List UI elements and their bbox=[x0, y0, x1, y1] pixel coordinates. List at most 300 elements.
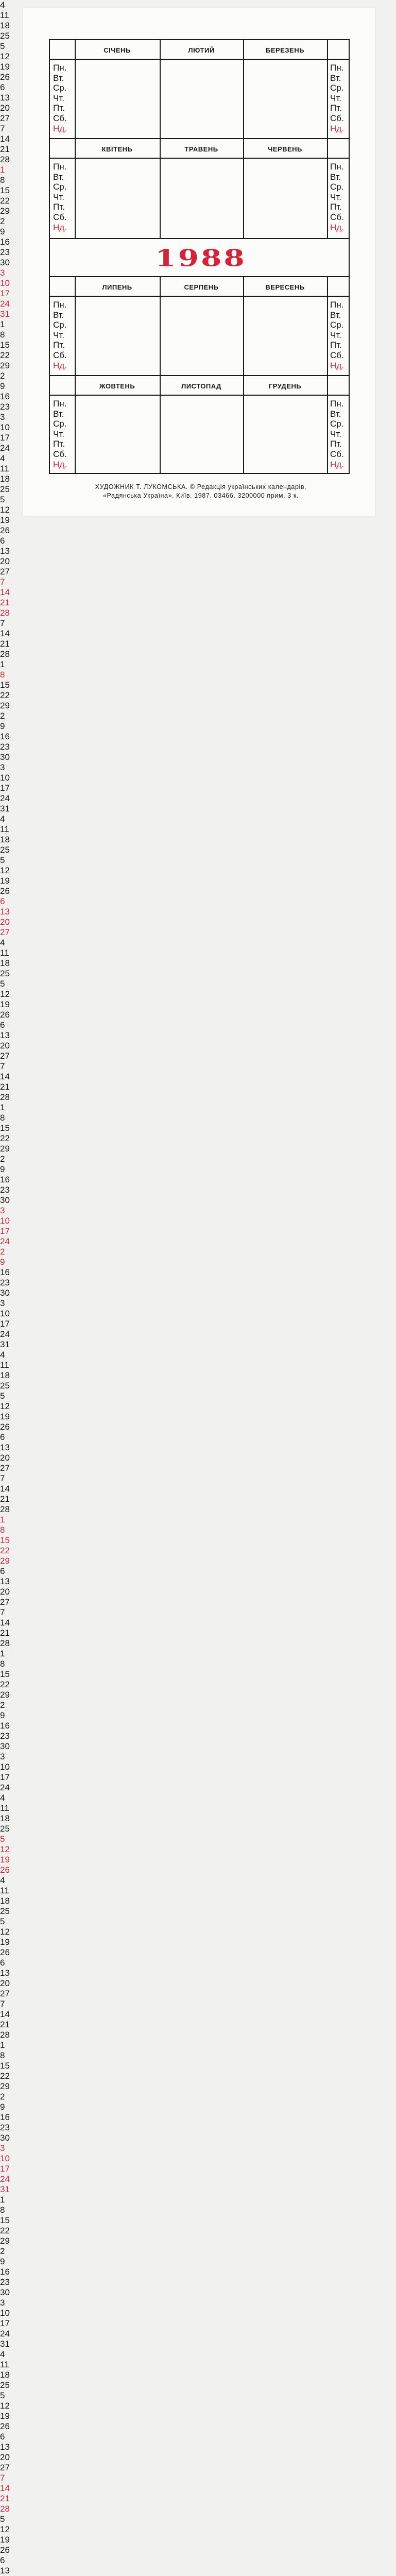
day-number: 6 bbox=[0, 2432, 5, 2442]
day-number: 28 bbox=[0, 649, 10, 659]
day-number: 13 bbox=[0, 2442, 10, 2452]
day-number: 17 bbox=[0, 783, 10, 793]
day-number: 23 bbox=[0, 742, 10, 752]
day-number: 18 bbox=[0, 1814, 10, 1823]
weekday-label: Вт. bbox=[53, 310, 64, 320]
day-number: 17 bbox=[0, 2164, 10, 2174]
day-number: 30 bbox=[0, 2287, 10, 2297]
day-number: 14 bbox=[0, 2483, 10, 2493]
day-number: 14 bbox=[0, 134, 10, 144]
day-number: 23 bbox=[0, 2123, 10, 2132]
weekday-label: Ср. bbox=[53, 83, 67, 93]
day-number: 14 bbox=[0, 2009, 10, 2019]
day-number: 25 bbox=[0, 1381, 10, 1391]
day-number: 18 bbox=[0, 1370, 10, 1380]
day-number: 19 bbox=[0, 1937, 10, 1947]
day-number: 4 bbox=[0, 1793, 5, 1803]
day-number: 2 bbox=[0, 216, 5, 226]
month-name: СІЧЕНЬ bbox=[104, 46, 131, 54]
day-number: 14 bbox=[0, 1484, 10, 1494]
weekday-labels-right bbox=[330, 63, 356, 133]
day-number: 23 bbox=[0, 2277, 10, 2287]
day-number: 27 bbox=[0, 927, 10, 937]
day-number: 24 bbox=[0, 1236, 10, 1246]
day-number: 20 bbox=[0, 1041, 10, 1050]
day-number: 7 bbox=[0, 1607, 5, 1617]
weekday-label: Пт. bbox=[53, 340, 65, 350]
day-number: 1 bbox=[0, 659, 5, 669]
day-number: 29 bbox=[0, 206, 10, 216]
day-number: 5 bbox=[0, 1834, 5, 1844]
day-number: 13 bbox=[0, 1968, 10, 1978]
day-number: 12 bbox=[0, 1401, 10, 1411]
day-number: 18 bbox=[0, 21, 10, 30]
day-number: 8 bbox=[0, 670, 5, 680]
day-number: 16 bbox=[0, 2112, 10, 2122]
day-number: 23 bbox=[0, 1731, 10, 1741]
day-number: 22 bbox=[0, 1133, 10, 1143]
day-number: 5 bbox=[0, 1391, 5, 1401]
column-divider bbox=[327, 375, 328, 474]
weekday-label: Пн. bbox=[330, 399, 344, 409]
day-number: 28 bbox=[0, 2504, 10, 2514]
day-number: 26 bbox=[0, 2421, 10, 2431]
day-number: 23 bbox=[0, 402, 10, 412]
weekday-label: Чт. bbox=[53, 429, 64, 439]
day-number: 16 bbox=[0, 1175, 10, 1184]
day-number: 15 bbox=[0, 2061, 10, 2071]
weekday-label: Вт. bbox=[53, 409, 64, 419]
weekday-label: Вт. bbox=[330, 172, 341, 182]
weekday-label: Чт. bbox=[53, 93, 64, 103]
weekday-labels-left bbox=[53, 300, 79, 370]
day-number: 7 bbox=[0, 577, 5, 587]
weekday-labels-left bbox=[53, 162, 79, 232]
day-number: 25 bbox=[0, 845, 10, 855]
day-number: 6 bbox=[0, 536, 5, 546]
weekday-label: Пн. bbox=[330, 300, 344, 310]
day-number: 5 bbox=[0, 855, 5, 865]
day-number: 2 bbox=[0, 711, 5, 721]
day-number: 2 bbox=[0, 371, 5, 381]
day-number: 17 bbox=[0, 1772, 10, 1782]
day-number: 11 bbox=[0, 824, 9, 834]
day-number: 5 bbox=[0, 979, 5, 989]
day-number: 21 bbox=[0, 1494, 10, 1504]
day-number: 7 bbox=[0, 618, 5, 628]
weekday-label: Ср. bbox=[330, 320, 344, 330]
day-number: 3 bbox=[0, 1206, 5, 1215]
day-number: 19 bbox=[0, 62, 10, 72]
day-number: 27 bbox=[0, 1989, 10, 1998]
footer-credit bbox=[31, 483, 371, 499]
day-number: 21 bbox=[0, 2020, 10, 2029]
day-number: 1 bbox=[0, 1649, 5, 1658]
day-number: 18 bbox=[0, 1896, 10, 1906]
day-number: 16 bbox=[0, 1267, 10, 1277]
day-number: 12 bbox=[0, 1927, 10, 1937]
weekday-label: Сб. bbox=[53, 113, 67, 123]
day-number: 11 bbox=[0, 10, 9, 20]
weekday-label: Ср. bbox=[330, 83, 344, 93]
day-number: 17 bbox=[0, 289, 10, 298]
day-number: 5 bbox=[0, 495, 5, 504]
day-number: 24 bbox=[0, 2329, 10, 2338]
day-number: 19 bbox=[0, 2535, 10, 2545]
weekday-label: Пт. bbox=[53, 439, 65, 449]
day-number: 12 bbox=[0, 52, 10, 61]
day-number: 4 bbox=[0, 1350, 5, 1360]
day-number: 12 bbox=[0, 2524, 10, 2534]
day-number: 15 bbox=[0, 340, 10, 350]
weekday-label: Вт. bbox=[330, 73, 341, 83]
weekday-label: Нд. bbox=[53, 123, 67, 133]
day-number: 15 bbox=[0, 185, 10, 195]
day-number: 10 bbox=[0, 1216, 10, 1226]
weekday-label: Пт. bbox=[330, 340, 342, 350]
day-number: 10 bbox=[0, 1309, 10, 1318]
day-number: 15 bbox=[0, 680, 10, 690]
day-number: 30 bbox=[0, 2133, 10, 2143]
day-number: 22 bbox=[0, 1546, 10, 1555]
day-number: 29 bbox=[0, 1690, 10, 1700]
day-number: 21 bbox=[0, 598, 10, 607]
month-name: СЕРПЕНЬ bbox=[184, 283, 219, 291]
day-number: 1 bbox=[0, 165, 5, 175]
month-name: ЛИСТОПАД bbox=[181, 382, 221, 390]
day-number: 26 bbox=[0, 1010, 10, 1020]
day-number: 5 bbox=[0, 2514, 5, 2524]
month-name: ТРАВЕНЬ bbox=[184, 145, 218, 153]
day-number: 30 bbox=[0, 1741, 10, 1751]
day-number: 21 bbox=[0, 1628, 10, 1638]
day-number: 17 bbox=[0, 1319, 10, 1329]
weekday-label: Нд. bbox=[330, 222, 344, 232]
day-number: 24 bbox=[0, 2174, 10, 2184]
day-number: 2 bbox=[0, 1247, 5, 1257]
day-number: 4 bbox=[0, 453, 5, 463]
day-number: 31 bbox=[0, 309, 10, 319]
band-divider bbox=[49, 238, 350, 239]
day-number: 26 bbox=[0, 526, 10, 535]
day-number: 8 bbox=[0, 330, 5, 340]
day-number: 10 bbox=[0, 1762, 10, 1772]
day-number: 20 bbox=[0, 103, 10, 113]
day-number: 12 bbox=[0, 505, 10, 515]
day-number: 13 bbox=[0, 1443, 10, 1452]
day-number: 10 bbox=[0, 422, 10, 432]
weekday-label: Ср. bbox=[330, 182, 344, 192]
day-number: 16 bbox=[0, 392, 10, 401]
month-name: ЛЮТИЙ bbox=[188, 46, 215, 54]
day-number: 11 bbox=[0, 2360, 9, 2369]
day-number: 28 bbox=[0, 1504, 10, 1514]
day-number: 13 bbox=[0, 546, 10, 556]
column-divider bbox=[327, 276, 328, 375]
day-number: 27 bbox=[0, 1597, 10, 1607]
day-number: 21 bbox=[0, 639, 10, 649]
day-number: 28 bbox=[0, 155, 10, 164]
day-number: 24 bbox=[0, 1783, 10, 1792]
day-number: 29 bbox=[0, 2236, 10, 2246]
weekday-label: Нд. bbox=[330, 459, 344, 469]
day-number: 4 bbox=[0, 0, 5, 10]
day-number: 29 bbox=[0, 1144, 10, 1154]
day-number: 7 bbox=[0, 1061, 5, 1071]
weekday-label: Пт. bbox=[330, 439, 342, 449]
weekday-label: Пн. bbox=[53, 63, 67, 73]
day-number: 29 bbox=[0, 701, 10, 710]
month-name: ЛИПЕНЬ bbox=[102, 283, 132, 291]
day-number: 2 bbox=[0, 1700, 5, 1710]
weekday-label: Сб. bbox=[330, 449, 344, 459]
day-number: 3 bbox=[0, 762, 5, 772]
day-number: 15 bbox=[0, 1123, 10, 1133]
weekday-label: Пн. bbox=[53, 399, 67, 409]
day-number: 19 bbox=[0, 1412, 10, 1421]
day-number: 9 bbox=[0, 721, 5, 731]
day-number: 27 bbox=[0, 1051, 10, 1061]
day-number: 14 bbox=[0, 1618, 10, 1628]
day-number: 13 bbox=[0, 907, 10, 917]
day-number: 11 bbox=[0, 464, 9, 473]
day-number: 21 bbox=[0, 2494, 10, 2503]
day-number: 6 bbox=[0, 1432, 5, 1442]
month-name: КВІТЕНЬ bbox=[101, 145, 133, 153]
day-number: 30 bbox=[0, 1288, 10, 1298]
day-number: 20 bbox=[0, 917, 10, 927]
day-number: 12 bbox=[0, 989, 10, 999]
day-number: 1 bbox=[0, 319, 5, 329]
column-divider bbox=[327, 138, 328, 238]
day-number: 25 bbox=[0, 2380, 10, 2390]
day-number: 27 bbox=[0, 113, 10, 123]
weekday-label: Чт. bbox=[53, 192, 64, 202]
day-number: 19 bbox=[0, 876, 10, 886]
day-number: 9 bbox=[0, 1164, 5, 1174]
day-number: 23 bbox=[0, 247, 10, 257]
column-divider bbox=[327, 39, 328, 138]
day-number: 12 bbox=[0, 1844, 10, 1854]
day-number: 17 bbox=[0, 2318, 10, 2328]
day-number: 13 bbox=[0, 1030, 10, 1040]
day-number: 8 bbox=[0, 1525, 5, 1535]
day-number: 21 bbox=[0, 1082, 10, 1092]
day-number: 22 bbox=[0, 690, 10, 700]
weekday-label: Пн. bbox=[330, 162, 344, 172]
day-number: 16 bbox=[0, 2267, 10, 2277]
month-name: ГРУДЕНЬ bbox=[268, 382, 302, 390]
day-number: 1 bbox=[0, 2195, 5, 2205]
day-number: 19 bbox=[0, 1855, 10, 1865]
day-number: 7 bbox=[0, 2473, 5, 2483]
day-number: 30 bbox=[0, 1195, 10, 1205]
day-number: 9 bbox=[0, 2257, 5, 2266]
day-number: 4 bbox=[0, 938, 5, 947]
weekday-label: Чт. bbox=[53, 330, 64, 340]
day-number: 17 bbox=[0, 1226, 10, 1236]
weekday-label: Пн. bbox=[330, 63, 344, 73]
weekday-label: Ср. bbox=[53, 182, 67, 192]
day-number: 13 bbox=[0, 93, 10, 103]
day-number: 25 bbox=[0, 484, 10, 494]
day-number: 19 bbox=[0, 999, 10, 1009]
day-number: 13 bbox=[0, 2566, 10, 2575]
day-number: 17 bbox=[0, 433, 10, 443]
day-number: 24 bbox=[0, 1329, 10, 1339]
day-number: 2 bbox=[0, 2092, 5, 2102]
weekday-label: Сб. bbox=[330, 212, 344, 222]
day-number: 27 bbox=[0, 2463, 10, 2472]
day-number: 5 bbox=[0, 1917, 5, 1926]
day-number: 31 bbox=[0, 804, 10, 814]
footer-line-1: ХУДОЖНИК Т. ЛУКОМСЬКА. © Редакція українських календарів. bbox=[95, 483, 307, 490]
day-number: 14 bbox=[0, 587, 10, 597]
day-number: 12 bbox=[0, 866, 10, 875]
day-number: 6 bbox=[0, 1566, 5, 1576]
day-number: 6 bbox=[0, 82, 5, 92]
weekday-label: Пт. bbox=[53, 202, 65, 212]
day-number: 28 bbox=[0, 1092, 10, 1102]
day-number: 31 bbox=[0, 2184, 10, 2194]
weekday-label: Нд. bbox=[330, 123, 344, 133]
month-name: БЕРЕЗЕНЬ bbox=[266, 46, 304, 54]
day-number: 20 bbox=[0, 1587, 10, 1597]
day-number: 9 bbox=[0, 227, 5, 236]
day-number: 8 bbox=[0, 2050, 5, 2060]
weekday-labels-left bbox=[53, 63, 79, 133]
day-number: 1 bbox=[0, 1515, 5, 1524]
weekday-label: Пт. bbox=[53, 103, 65, 113]
day-number: 19 bbox=[0, 515, 10, 525]
day-number: 25 bbox=[0, 31, 10, 41]
day-number: 10 bbox=[0, 2308, 10, 2318]
day-number: 10 bbox=[0, 2154, 10, 2163]
day-number: 7 bbox=[0, 1473, 5, 1483]
footer-line-2: «Радянська Україна». Київ. 1987. 03466. 3200000 прим. 3 к. bbox=[102, 492, 299, 499]
weekday-label: Сб. bbox=[53, 449, 67, 459]
weekday-labels-right bbox=[330, 399, 356, 469]
day-number: 18 bbox=[0, 474, 10, 484]
month-name: ЖОВТЕНЬ bbox=[99, 382, 135, 390]
day-number: 3 bbox=[0, 268, 5, 278]
weekday-label: Нд. bbox=[53, 222, 67, 232]
day-number: 28 bbox=[0, 1638, 10, 1648]
day-number: 6 bbox=[0, 1020, 5, 1030]
day-number: 13 bbox=[0, 1577, 10, 1586]
weekday-label: Чт. bbox=[330, 429, 341, 439]
weekday-label: Вт. bbox=[330, 310, 341, 320]
day-number: 15 bbox=[0, 1535, 10, 1545]
day-number: 19 bbox=[0, 2411, 10, 2421]
day-number: 20 bbox=[0, 1453, 10, 1463]
weekday-label: Чт. bbox=[330, 330, 341, 340]
day-number: 30 bbox=[0, 752, 10, 762]
day-number: 3 bbox=[0, 412, 5, 422]
weekday-label: Ср. bbox=[330, 419, 344, 429]
day-number: 14 bbox=[0, 1072, 10, 1081]
day-number: 28 bbox=[0, 608, 10, 618]
day-number: 30 bbox=[0, 258, 10, 267]
day-number: 2 bbox=[0, 1154, 5, 1164]
day-number: 3 bbox=[0, 1752, 5, 1761]
weekday-label: Сб. bbox=[53, 212, 67, 222]
day-number: 16 bbox=[0, 237, 10, 247]
day-number: 26 bbox=[0, 1947, 10, 1957]
day-number: 9 bbox=[0, 381, 5, 391]
day-number: 11 bbox=[0, 1886, 9, 1895]
day-number: 27 bbox=[0, 1463, 10, 1473]
day-number: 22 bbox=[0, 2071, 10, 2081]
weekday-label: Пт. bbox=[330, 202, 342, 212]
day-number: 20 bbox=[0, 1978, 10, 1988]
day-number: 2 bbox=[0, 2246, 5, 2256]
day-number: 18 bbox=[0, 958, 10, 968]
day-number: 20 bbox=[0, 556, 10, 566]
day-number: 6 bbox=[0, 1958, 5, 1968]
day-number: 15 bbox=[0, 2215, 10, 2225]
day-number: 9 bbox=[0, 2102, 5, 2112]
day-number: 8 bbox=[0, 175, 5, 185]
day-number: 21 bbox=[0, 144, 10, 154]
day-number: 4 bbox=[0, 2349, 5, 2359]
day-number: 16 bbox=[0, 732, 10, 741]
weekday-label: Пн. bbox=[53, 300, 67, 310]
day-number: 24 bbox=[0, 299, 10, 309]
day-number: 10 bbox=[0, 773, 10, 783]
day-number: 7 bbox=[0, 124, 5, 133]
day-number: 29 bbox=[0, 361, 10, 370]
weekday-labels-right bbox=[330, 300, 356, 370]
weekday-label: Чт. bbox=[330, 93, 341, 103]
day-number: 15 bbox=[0, 1669, 10, 1679]
day-number: 26 bbox=[0, 2545, 10, 2555]
day-number: 16 bbox=[0, 1721, 10, 1731]
day-number: 26 bbox=[0, 1422, 10, 1432]
day-number: 25 bbox=[0, 1906, 10, 1916]
day-number: 4 bbox=[0, 1875, 5, 1885]
day-number: 3 bbox=[0, 2143, 5, 2153]
day-number: 11 bbox=[0, 1803, 9, 1813]
month-name: ВЕРЕСЕНЬ bbox=[265, 283, 305, 291]
day-number: 5 bbox=[0, 41, 5, 51]
day-number: 22 bbox=[0, 2226, 10, 2235]
weekday-label: Пн. bbox=[53, 162, 67, 172]
day-number: 1 bbox=[0, 2040, 5, 2050]
weekday-label: Сб. bbox=[53, 350, 67, 360]
day-number: 23 bbox=[0, 1185, 10, 1195]
year-title: 1988 bbox=[155, 244, 247, 272]
weekday-label: Ср. bbox=[53, 419, 67, 429]
weekday-label: Сб. bbox=[330, 113, 344, 123]
day-number: 5 bbox=[0, 2391, 5, 2400]
day-number: 6 bbox=[0, 2555, 5, 2565]
day-number: 3 bbox=[0, 2298, 5, 2308]
day-number: 27 bbox=[0, 567, 10, 577]
day-number: 11 bbox=[0, 1360, 9, 1370]
day-number: 29 bbox=[0, 2081, 10, 2091]
day-number: 29 bbox=[0, 1556, 10, 1566]
weekday-labels-left bbox=[53, 399, 79, 469]
day-number: 20 bbox=[0, 2452, 10, 2462]
day-number: 25 bbox=[0, 1824, 10, 1834]
weekday-label: Чт. bbox=[330, 192, 341, 202]
weekday-label: Ср. bbox=[53, 320, 67, 330]
day-number: 25 bbox=[0, 969, 10, 978]
day-number: 6 bbox=[0, 896, 5, 906]
day-number: 22 bbox=[0, 196, 10, 206]
day-number: 4 bbox=[0, 814, 5, 824]
